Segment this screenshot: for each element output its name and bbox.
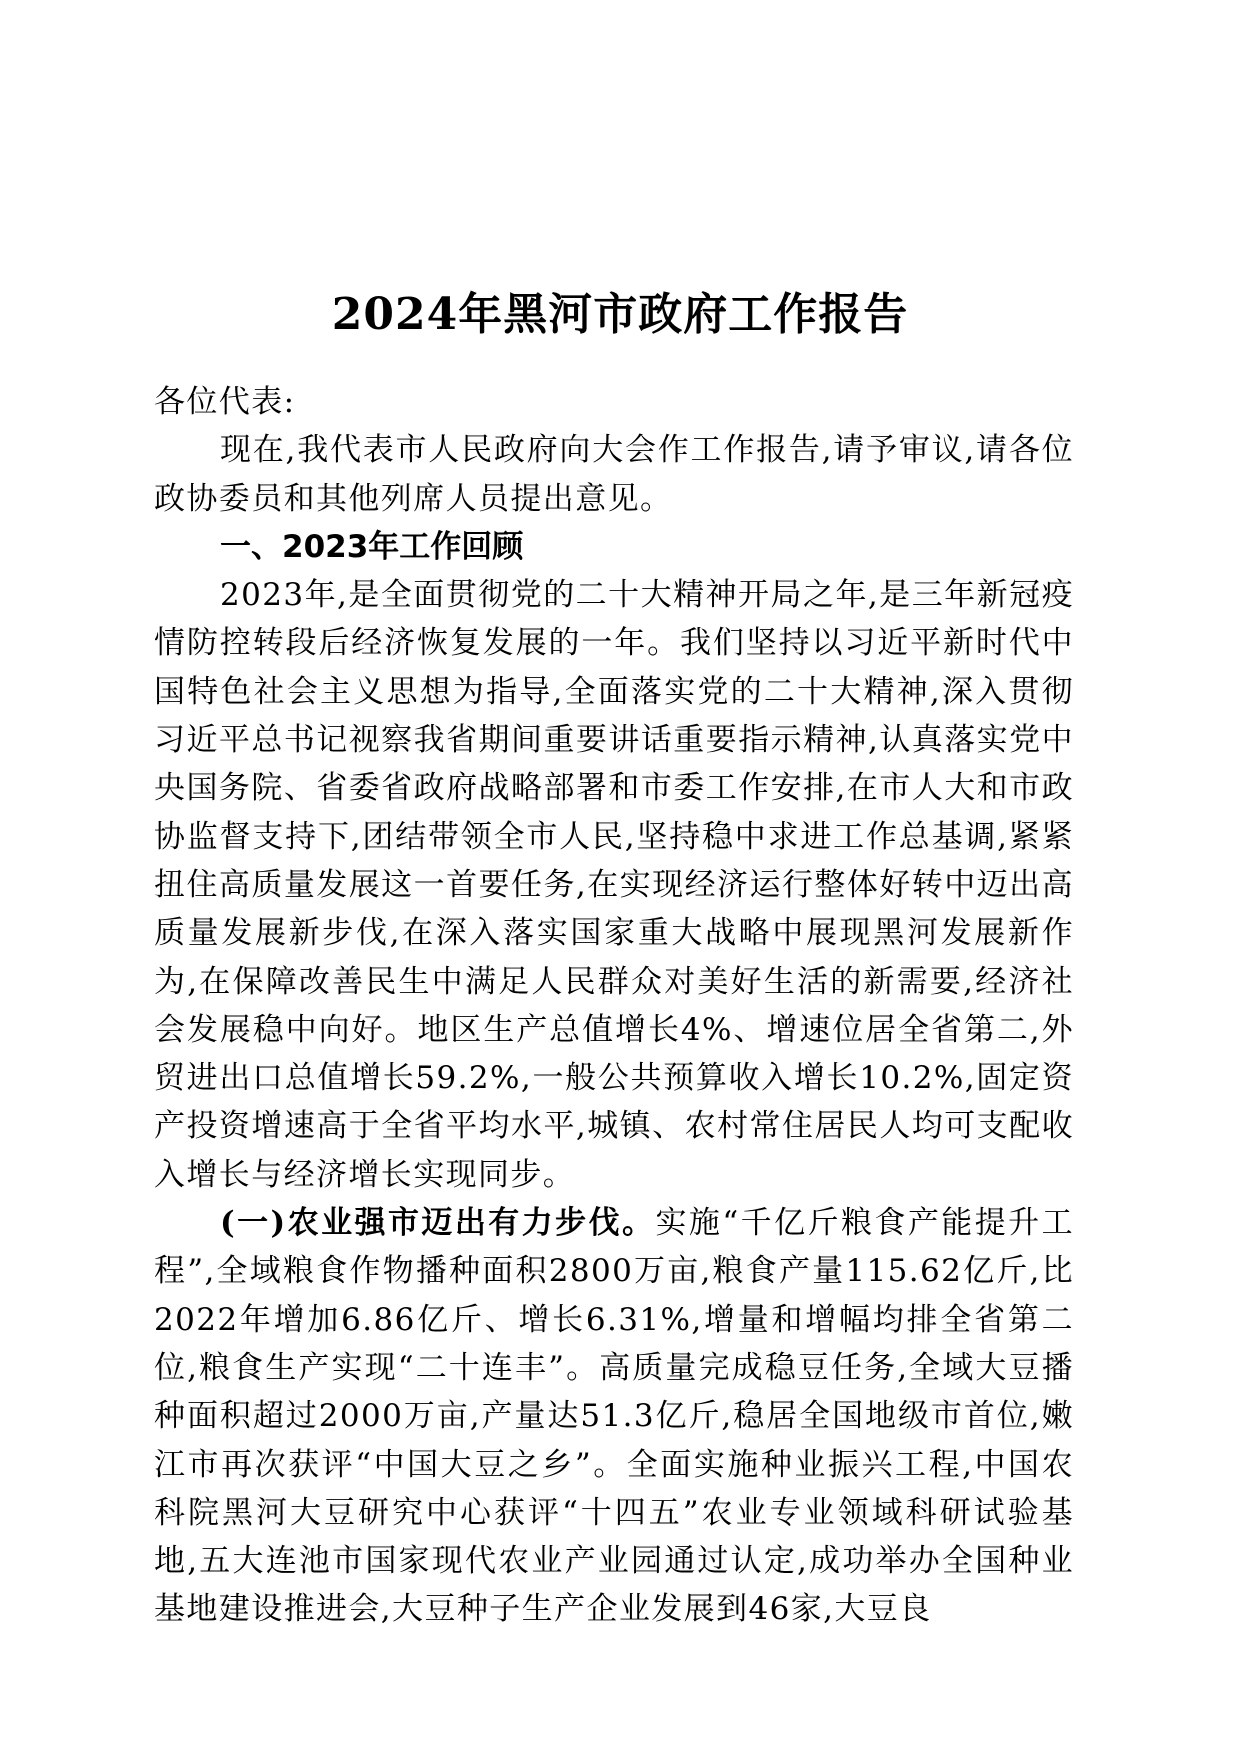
agriculture-body: 实施“千亿斤粮食产能提升工程”,全域粮食作物播种面积2800万亩,粮食产量115.62亿斤,比2022年增加6.86亿斤、增长6.31%,增量和增幅均排全省第二位,粮食生产实现“二十连丰”。高质量完成稳豆任务,全域大豆播种面积超过2000万亩,产量达51.3亿斤,稳居全国地级市首位,嫩江市再次获评“中国大豆之乡”。全面实施种业振兴工程,中国农科院黑河大豆研究中心获评“十四五”农业专业领域科研试验基地,五大连池市国家现代农业产业园通过认定,成功举办全国种业基地建设推进会,大豆种子生产企业发展到46家,大豆良 [154,1205,1074,1628]
review-paragraph: 2023年,是全面贯彻党的二十大精神开局之年,是三年新冠疫情防控转段后经济恢复发展的一年。我们坚持以习近平新时代中国特色社会主义思想为指导,全面落实党的二十大精神,深入贯彻习近平总书记视察我省期间重要讲话重要指示精神,认真落实党中央国务院、省委省政府战略部署和市委工作安排,在市人大和市政协监督支持下,团结带领全市人民,坚持稳中求进工作总基调,紧紧扭住高质量发展这一首要任务,在实现经济运行整体好转中迈出高质量发展新步伐,在深入落实国家重大战略中展现黑河发展新作为,在保障改善民生中满足人民群众对美好生活的新需要,经济社会发展稳中向好。地区生产总值增长4%、增速位居全省第二,外贸进出口总值增长59.2%,一般公共预算收入增长10.2%,固定资产投资增速高于全省平均水平,城镇、农村常住居民人均可支配收入增长与经济增长实现同步。 [154,577,1074,1193]
salutation: 各位代表: [154,384,296,420]
intro-paragraph: 现在,我代表市人民政府向大会作工作报告,请予审议,请各位政协委员和其他列席人员提出意见。 [154,432,1074,517]
agriculture-lead: (一)农业强市迈出有力步伐。 [220,1205,656,1242]
document-title: 2024年黑河市政府工作报告 [331,289,909,341]
section-heading-review: 一、2023年工作回顾 [220,528,524,565]
document-body [154,378,1074,1634]
agriculture-paragraph [154,1199,1074,1634]
